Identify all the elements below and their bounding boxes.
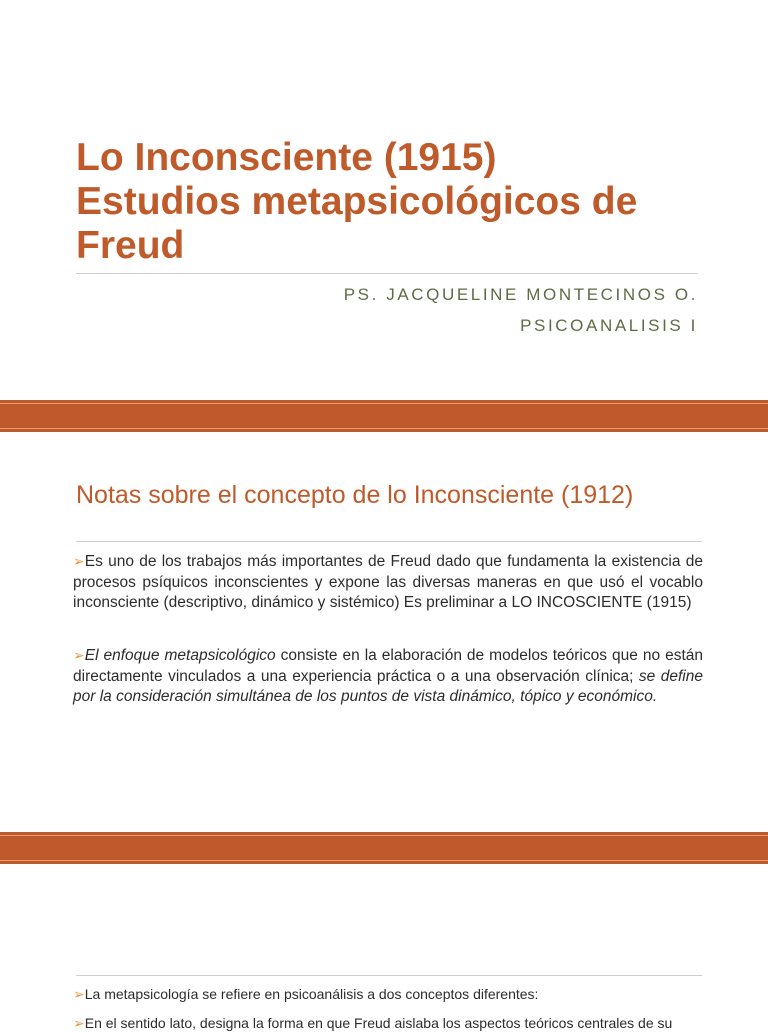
bullet-item: [73, 645, 703, 708]
title-line-1: Lo Inconsciente (1915): [76, 136, 497, 179]
arrow-bullet-icon: ➢: [73, 647, 85, 663]
arrow-bullet-icon: ➢: [73, 553, 85, 569]
arrow-bullet-icon: ➢: [73, 1015, 85, 1031]
arrow-bullet-icon: ➢: [73, 986, 85, 1002]
slide-separator-band: [0, 832, 768, 864]
slide-notes: [0, 432, 768, 832]
slide-title: [0, 0, 768, 400]
slide-notes-heading: Notas sobre el concepto de lo Inconsciente (1912): [76, 481, 634, 509]
title-divider: [76, 273, 698, 274]
bullet-text-italic: se define por la consideración simultánea de los puntos de vista dinámico, tópico y económico.: [73, 667, 703, 705]
author-subtitle: PS. JACQUELINE MONTECINOS O.: [343, 285, 698, 304]
bullet-item: [73, 551, 703, 614]
slide-title-heading: [76, 136, 716, 268]
notes-divider: [76, 541, 702, 542]
bullet-text: En el sentido lato, designa la forma en que Freud aislaba los aspectos teóricos centrales de su: [84, 1015, 673, 1031]
title-line-2: Estudios metapsicológicos de: [76, 180, 638, 223]
bullet-text-italic: El enfoque metapsicológico: [84, 647, 276, 664]
slide-divider: [76, 975, 702, 976]
slide-metapsicologia: [0, 864, 768, 1031]
bullet-text: Es uno de los trabajos más importantes de Freud dado que fundamenta la existencia de procesos psíquicos inconscientes y expone las diversas maneras en que usó el vocablo inconsciente (descriptivo, dinámico y sistémico) Es preliminar a LO INCOSCIENTE (1915): [73, 553, 703, 611]
title-line-3: Freud: [76, 224, 185, 267]
bullet-item: [73, 985, 713, 1003]
bullet-text: La metapsicología se refiere en psicoanálisis a dos conceptos diferentes:: [84, 986, 539, 1002]
bullet-item: [73, 1014, 713, 1032]
bullet-text: consiste en la elaboración de modelos teóricos que no están directamente vinculados a una experiencia práctica o a una observación clínica;: [73, 647, 703, 685]
course-subtitle: PSICOANALISIS I: [520, 316, 698, 335]
slide-separator-band: [0, 400, 768, 432]
